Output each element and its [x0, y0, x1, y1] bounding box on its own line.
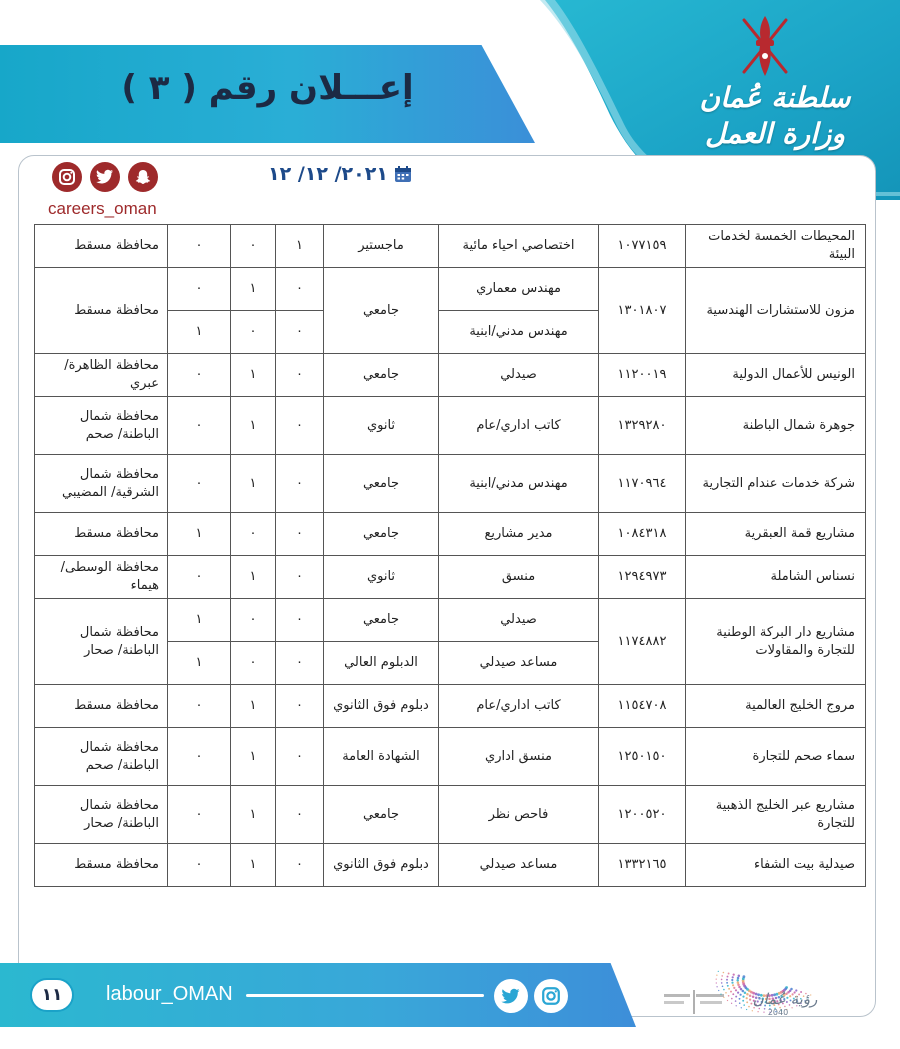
count-cell: ١ [276, 225, 324, 268]
registration-number-cell: ١٢٠٠٥٢٠ [599, 786, 686, 844]
qualification-cell: ماجستير [324, 225, 439, 268]
count-cell: ١ [231, 556, 276, 599]
qualification-cell: ثانوي [324, 556, 439, 599]
vision-dot [728, 995, 730, 997]
qualification-cell: جامعي [324, 513, 439, 556]
vision-dot [733, 987, 735, 989]
location-cell: محافظة شمال الباطنة/ صحار [35, 599, 168, 685]
count-cell: ٠ [276, 786, 324, 844]
company-name-cell: الونيس للأعمال الدولية [686, 354, 866, 397]
vision-dot [752, 1010, 753, 1011]
count-cell: ١ [231, 268, 276, 311]
count-cell: ١ [168, 513, 231, 556]
count-cell: ١ [231, 728, 276, 786]
qualification-cell: جامعي [324, 599, 439, 642]
vision-dot [731, 1003, 732, 1004]
vision-dot [735, 996, 737, 998]
company-name-cell: مشاريع قمة العبقرية [686, 513, 866, 556]
table-row [35, 685, 866, 728]
table-row [35, 455, 866, 513]
qualification-cell: الدبلوم العالي [324, 642, 439, 685]
vision-dot [732, 993, 734, 995]
labour-handle: labour_OMAN [106, 983, 233, 1005]
count-cell: ٠ [168, 844, 231, 887]
table-row [35, 268, 866, 311]
registration-number-cell: ١١٥٤٧٠٨ [599, 685, 686, 728]
vision-dot [727, 1000, 728, 1001]
vision-dot [726, 982, 728, 984]
table-row [35, 728, 866, 786]
registration-number-cell: ١٣٢٩٢٨٠ [599, 397, 686, 455]
vision-dot [743, 975, 746, 978]
job-title-cell: فاحص نظر [439, 786, 599, 844]
count-cell: ٠ [168, 397, 231, 455]
vision-dot [736, 979, 739, 982]
registration-number-cell: ١٢٩٤٩٧٣ [599, 556, 686, 599]
job-title-cell: صيدلي [439, 354, 599, 397]
location-cell: محافظة مسقط [35, 685, 168, 728]
location-cell: محافظة شمال الشرقية/ المضيبي [35, 455, 168, 513]
vision-dot [721, 982, 723, 984]
location-cell: محافظة شمال الباطنة/ صحم [35, 397, 168, 455]
vision-dot [730, 991, 732, 993]
date-block [268, 163, 412, 185]
qualification-cell: جامعي [324, 354, 439, 397]
count-cell: ١ [231, 397, 276, 455]
vision-dot [716, 975, 717, 976]
vision-dot [731, 982, 733, 984]
count-cell: ١ [231, 786, 276, 844]
vision-dot [720, 993, 721, 994]
count-cell: ٠ [231, 642, 276, 685]
vision-dot [737, 977, 740, 980]
vision-dot [746, 1009, 747, 1010]
company-name-cell: صيدلية بيت الشفاء [686, 844, 866, 887]
instagram-icon[interactable] [52, 162, 82, 192]
vision-dot [736, 1005, 737, 1006]
registration-number-cell: ١١٧٠٩٦٤ [599, 455, 686, 513]
vision-dot [735, 1000, 737, 1002]
vision-dot [721, 975, 723, 977]
company-name-cell: شركة خدمات عندام التجارية [686, 455, 866, 513]
company-name-cell: نسناس الشاملة [686, 556, 866, 599]
count-cell: ٠ [276, 268, 324, 311]
table-row [35, 354, 866, 397]
job-title-cell: منسق [439, 556, 599, 599]
oman-emblem-icon [730, 10, 800, 82]
count-cell: ٠ [276, 513, 324, 556]
count-cell: ٠ [276, 599, 324, 642]
job-title-cell: مساعد صيدلي [439, 642, 599, 685]
table-row [35, 844, 866, 887]
vision-dot [732, 976, 734, 978]
table-row [35, 513, 866, 556]
company-name-cell: مروج الخليج العالمية [686, 685, 866, 728]
location-cell: محافظة الوسطى/ هيماء [35, 556, 168, 599]
vision-dot [716, 986, 717, 987]
table-row [35, 786, 866, 844]
vision-dot [737, 984, 740, 987]
vision-year: 2040 [767, 1008, 789, 1017]
vision-dot [727, 976, 729, 978]
instagram-icon[interactable] [534, 979, 568, 1013]
location-cell: محافظة مسقط [35, 225, 168, 268]
page-number: ١١ [30, 978, 74, 1012]
company-name-cell: جوهرة شمال الباطنة [686, 397, 866, 455]
job-title-cell: مهندس مدني/ابنية [439, 311, 599, 354]
count-cell: ١ [231, 455, 276, 513]
count-cell: ١ [231, 685, 276, 728]
count-cell: ٠ [231, 513, 276, 556]
count-cell: ٠ [168, 268, 231, 311]
vision-dot [737, 992, 739, 994]
job-title-cell: اختصاصي احياء مائية [439, 225, 599, 268]
vision-dot [735, 989, 737, 991]
vision-dot [726, 979, 728, 981]
count-cell: ٠ [276, 354, 324, 397]
registration-number-cell: ١١٢٠٠١٩ [599, 354, 686, 397]
count-cell: ١ [231, 844, 276, 887]
table-row [35, 397, 866, 455]
twitter-icon[interactable] [90, 162, 120, 192]
vision-dot [723, 972, 725, 974]
job-title-cell: كاتب اداري/عام [439, 397, 599, 455]
count-cell: ٠ [168, 556, 231, 599]
vision-dot [732, 984, 734, 986]
count-cell: ٠ [276, 844, 324, 887]
vision-dot [718, 990, 719, 991]
org-line-1: سلطنة عُمان [699, 81, 851, 114]
vision-dot [738, 986, 741, 989]
job-title-cell: مدير مشاريع [439, 513, 599, 556]
count-cell: ١ [168, 599, 231, 642]
table-row [35, 556, 866, 599]
qualification-cell: الشهادة العامة [324, 728, 439, 786]
vision-dot [725, 992, 727, 994]
twitter-icon[interactable] [494, 979, 528, 1013]
job-title-cell: مهندس مدني/ابنية [439, 455, 599, 513]
vision-dot [727, 985, 729, 987]
count-cell: ٠ [276, 728, 324, 786]
job-title-cell: مساعد صيدلي [439, 844, 599, 887]
ministry-logo-text [690, 80, 860, 152]
count-cell: ٠ [231, 311, 276, 354]
vision-dot [731, 998, 733, 1000]
org-line-2: وزارة العمل [705, 117, 845, 150]
company-name-cell: مشاريع دار البركة الوطنية للتجارة والمقاولات [686, 599, 866, 685]
vision-dot [716, 982, 717, 983]
count-cell: ٠ [168, 225, 231, 268]
qualification-cell: جامعي [324, 268, 439, 354]
vision-dot [737, 981, 740, 984]
count-cell: ٠ [276, 311, 324, 354]
vision-dot [723, 989, 725, 991]
job-title-cell: منسق اداري [439, 728, 599, 786]
count-cell: ٠ [276, 642, 324, 685]
location-cell: محافظة مسقط [35, 513, 168, 556]
job-title-cell: كاتب اداري/عام [439, 685, 599, 728]
qualification-cell: دبلوم فوق الثانوي [324, 844, 439, 887]
location-cell: محافظة شمال الباطنة/ صحم [35, 728, 168, 786]
count-cell: ٠ [276, 685, 324, 728]
announcement-title: إعـــلان رقم ( ٣ ) [121, 68, 414, 108]
count-cell: ٠ [168, 728, 231, 786]
registration-number-cell: ١٠٨٤٣١٨ [599, 513, 686, 556]
job-title-cell: مهندس معماري [439, 268, 599, 311]
vision-dot [721, 979, 723, 981]
location-cell: محافظة شمال الباطنة/ صحار [35, 786, 168, 844]
location-cell: محافظة مسقط [35, 844, 168, 887]
registration-number-cell: ١٣٠١٨٠٧ [599, 268, 686, 354]
registration-number-cell: ١٣٣٢١٦٥ [599, 844, 686, 887]
vision-dot [731, 979, 733, 981]
job-title-cell: صيدلي [439, 599, 599, 642]
table-row [35, 225, 866, 268]
vision-dot [738, 974, 741, 977]
count-cell: ٠ [168, 786, 231, 844]
count-cell: ١ [231, 354, 276, 397]
count-cell: ٠ [168, 455, 231, 513]
count-cell: ٠ [231, 225, 276, 268]
vision-logo-text: رؤية عُمان [752, 990, 818, 1008]
count-cell: ٠ [231, 599, 276, 642]
registration-number-cell: ١٢٥٠١٥٠ [599, 728, 686, 786]
vision-dot [733, 974, 735, 976]
careers-handle: careers_oman [48, 199, 157, 218]
count-cell: ٠ [276, 556, 324, 599]
location-cell: محافظة مسقط [35, 268, 168, 354]
qualification-cell: جامعي [324, 786, 439, 844]
registration-number-cell: ١١٧٤٨٨٢ [599, 599, 686, 685]
vision-dot [716, 978, 717, 979]
snapchat-icon[interactable] [128, 162, 158, 192]
vision-dot [723, 997, 724, 998]
count-cell: ١ [168, 642, 231, 685]
announcement-date: ٢٠٢١/ ١٢/ ١٢ [268, 163, 388, 185]
vision-dot [722, 986, 724, 988]
social-icons-row [52, 162, 158, 192]
footer-divider [246, 994, 484, 997]
count-cell: ٠ [168, 354, 231, 397]
job-vacancies-table [34, 224, 866, 887]
vision-dot [718, 971, 719, 972]
count-cell: ٠ [168, 685, 231, 728]
company-name-cell: مشاريع عبر الخليج الذهبية للتجارة [686, 786, 866, 844]
table-row [35, 599, 866, 642]
registration-number-cell: ١٠٧٧١٥٩ [599, 225, 686, 268]
qualification-cell: جامعي [324, 455, 439, 513]
location-cell: محافظة الظاهرة/عبري [35, 354, 168, 397]
company-name-cell: مزون للاستشارات الهندسية [686, 268, 866, 354]
count-cell: ٠ [276, 397, 324, 455]
count-cell: ٠ [276, 455, 324, 513]
qualification-cell: دبلوم فوق الثانوي [324, 685, 439, 728]
company-name-cell: المحيطات الخمسة لخدمات البيئة [686, 225, 866, 268]
vision-dot [728, 973, 730, 975]
qualification-cell: ثانوي [324, 397, 439, 455]
calendar-icon [394, 165, 412, 183]
count-cell: ١ [168, 311, 231, 354]
company-name-cell: سماء صحم للتجارة [686, 728, 866, 786]
vision-dot [728, 988, 730, 990]
